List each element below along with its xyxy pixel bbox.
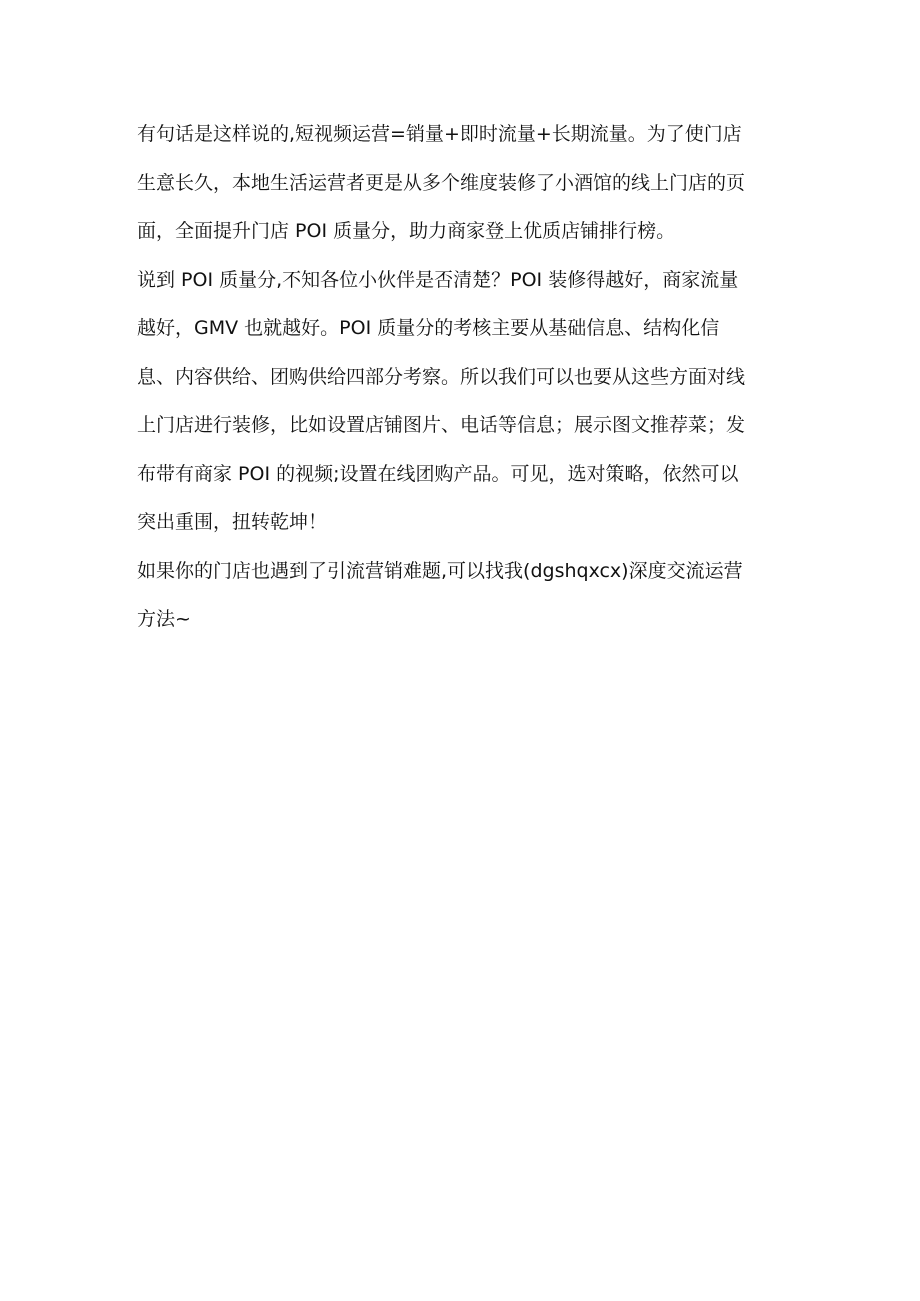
text-line: 方法~ xyxy=(137,608,191,630)
paragraph-1 xyxy=(137,110,797,256)
text-line: 突出重围，扭转乾坤！ xyxy=(137,511,328,533)
text-line: 有句话是这样说的,短视频运营=销量+即时流量+长期流量。为了使门店 xyxy=(137,123,742,145)
text-line: 息、内容供给、团购供给四部分考察。所以我们可以也要从这些方面对线 xyxy=(137,365,746,388)
text-line: 生意长久，本地生活运营者更是从多个维度装修了小酒馆的线上门店的页 xyxy=(137,171,746,194)
paragraph-2 xyxy=(137,256,797,547)
text-line: 越好，GMV 也就越好。POI 质量分的考核主要从基础信息、结构化信 xyxy=(137,317,720,339)
text-line: 如果你的门店也遇到了引流营销难题,可以找我(dgshqxcx)深度交流运营 xyxy=(137,559,743,582)
text-line: 布带有商家 POI 的视频;设置在线团购产品。可见，选对策略，依然可以 xyxy=(137,462,739,485)
paragraph-3 xyxy=(137,547,797,644)
text-line: 上门店进行装修，比如设置店铺图片、电话等信息；展示图文推荐菜；发 xyxy=(137,414,746,436)
document-body xyxy=(137,110,797,644)
text-line: 说到 POI 质量分,不知各位小伙伴是否清楚？POI 装修得越好，商家流量 xyxy=(137,268,739,291)
text-line: 面，全面提升门店 POI 质量分，助力商家登上优质店铺排行榜。 xyxy=(137,220,676,242)
